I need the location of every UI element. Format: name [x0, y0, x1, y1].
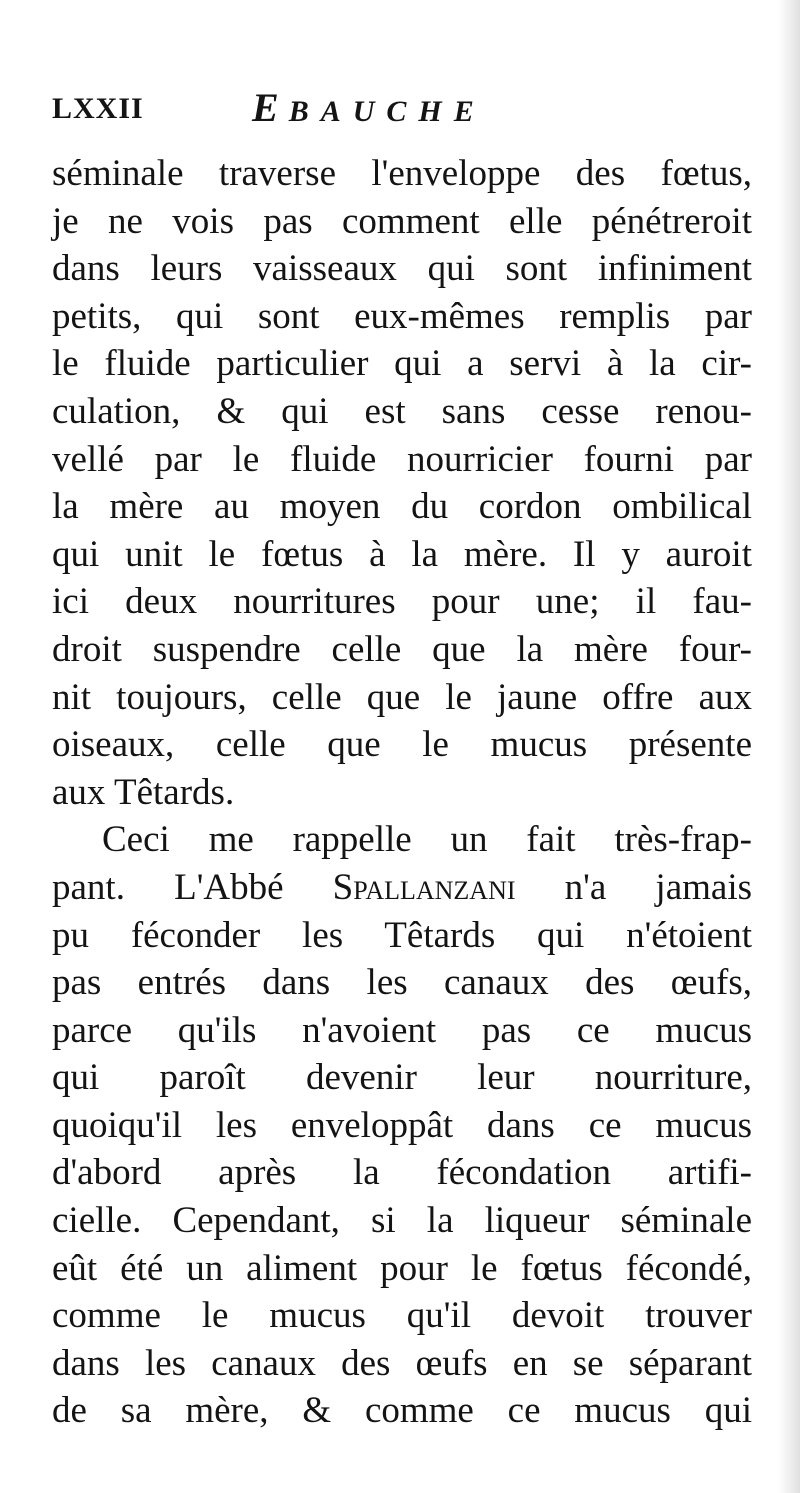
- text-line: ici deux nourritures pour une; il fau-: [52, 581, 752, 623]
- text-line: culation, & qui est sans cesse renou-: [52, 390, 752, 432]
- text-fragment: pant. L'Abbé: [52, 866, 333, 908]
- text-line: oiseaux, celle que le mucus présente: [52, 724, 752, 766]
- text-line: [52, 864, 752, 912]
- body-text: [52, 150, 752, 1435]
- page-header: [52, 84, 752, 134]
- text-line: aux Têtards.: [52, 771, 235, 813]
- author-name: Spallanzani: [332, 866, 516, 908]
- text-line: qui unit le fœtus à la mère. Il y auroit: [52, 533, 752, 575]
- text-fragment: n'a jamais: [515, 866, 752, 908]
- text-line: nit toujours, celle que le jaune offre aux: [52, 676, 752, 718]
- text-line: pas entrés dans les canaux des œufs,: [52, 962, 752, 1004]
- text-line: de sa mère, & comme ce mucus qui: [52, 1390, 752, 1432]
- text-line: parce qu'ils n'avoient pas ce mucus: [52, 1009, 752, 1051]
- text-line: Ceci me rappelle un fait très-frap-: [102, 819, 752, 861]
- page-number: LXXII: [52, 92, 144, 125]
- text-line: cielle. Cependant, si la liqueur séminale: [52, 1200, 752, 1242]
- text-line: je ne vois pas comment elle pénétreroit: [52, 200, 752, 242]
- text-line: comme le mucus qu'il devoit trouver: [52, 1295, 752, 1337]
- page-edge-shadow: [778, 0, 800, 1493]
- text-line: qui paroît devenir leur nourriture,: [52, 1057, 752, 1099]
- text-line: droit suspendre celle que la mère four-: [52, 628, 752, 670]
- text-line: dans leurs vaisseaux qui sont infiniment: [52, 248, 752, 290]
- paragraph-2: [52, 816, 752, 1435]
- text-line: dans les canaux des œufs en se séparant: [52, 1342, 752, 1384]
- running-title: [252, 84, 486, 131]
- text-line: séminale traverse l'enveloppe des fœtus,: [52, 153, 752, 194]
- text-line: le fluide particulier qui a servi à la cir-: [52, 343, 752, 385]
- text-line: petits, qui sont eux-mêmes remplis par: [52, 295, 752, 337]
- running-title-rest: BAUCHE: [288, 95, 486, 128]
- paragraph-1: [52, 150, 752, 816]
- text-line: quoiqu'il les enveloppât dans ce mucus: [52, 1104, 752, 1146]
- running-title-initial: E: [252, 85, 289, 130]
- text-line: pu féconder les Têtards qui n'étoient: [52, 914, 752, 956]
- text-line: la mère au moyen du cordon ombilical: [52, 486, 752, 528]
- text-line: d'abord après la fécondation artifi-: [52, 1152, 752, 1194]
- text-line: vellé par le fluide nourricier fourni par: [52, 438, 752, 480]
- text-line: eût été un aliment pour le fœtus fécondé,: [52, 1247, 752, 1289]
